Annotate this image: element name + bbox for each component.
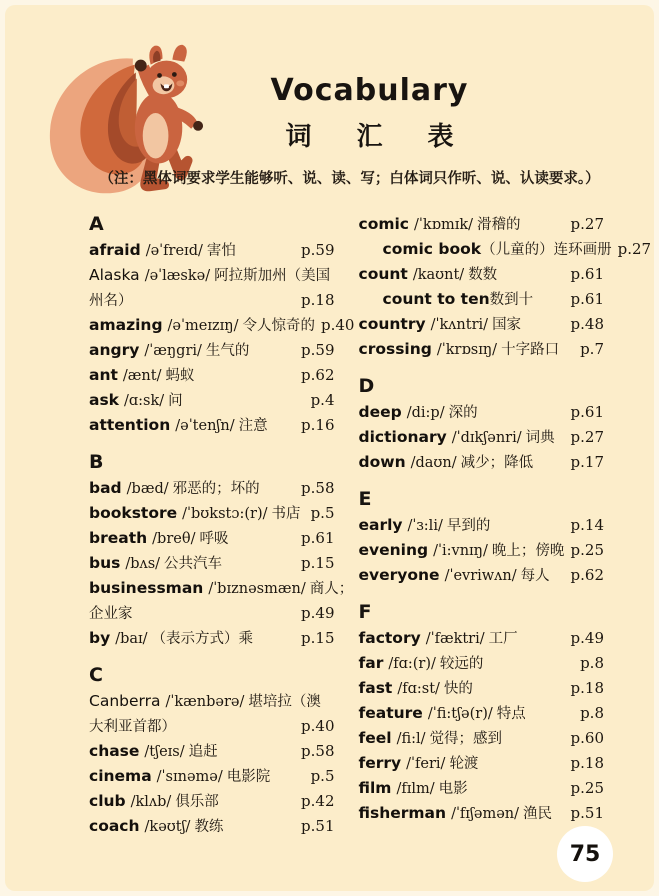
vocab-section-b [89,451,354,652]
entry-page-ref: p.61 [570,290,604,308]
entry-meaning: 滑稽的 [477,217,521,233]
entry-phonetic: /ˈkænbərə/ [165,694,245,710]
entry-text [359,514,491,535]
entry-phonetic: /əˈmeɪzɪŋ/ [167,318,239,334]
entry-phonetic: /ˈkrɒsɪŋ/ [436,342,498,358]
entry-word: early [358,516,403,534]
entry-text [89,552,222,573]
entry-text [359,752,479,773]
entry-page-ref: p.62 [570,566,604,584]
vocab-entry [359,514,605,539]
entry-text [89,414,268,435]
entry-phonetic: /ˈdɪkʃənri/ [451,430,522,446]
section-letter: F [358,601,372,623]
entry-text [359,539,565,560]
entry-meaning: 减少；降低 [460,455,534,471]
vocab-entry [89,239,335,264]
entry-page-ref: p.7 [580,340,604,358]
entry-meaning: 注意 [238,418,268,434]
entry-word: fisherman [358,804,447,822]
entry-phonetic: /bæd/ [126,481,169,497]
entry-page-ref: p.17 [570,453,604,471]
vocab-entry [359,401,605,426]
entry-meaning: 害怕 [206,243,236,259]
entry-meaning: 电影院 [226,769,271,785]
entry-text [89,264,330,285]
vocab-entry [89,527,335,552]
vocab-entry [89,740,335,765]
entry-word: comic book [382,240,482,258]
vocab-entry [359,627,605,652]
entry-word: Canberra [89,692,161,710]
entry-phonetic: /ænt/ [122,368,162,384]
page-title-english: Vocabulary [270,73,469,108]
entry-word: breath [89,529,148,547]
vocab-entry [89,314,355,339]
entry-phonetic: /ˈevriwʌn/ [444,568,517,584]
entry-word: feel [358,729,392,747]
vocab-entry [359,752,605,777]
entry-page-ref: p.58 [301,742,335,760]
entry-phonetic: /klʌb/ [130,794,172,810]
vocab-entry [359,263,605,288]
entry-page-ref: p.25 [570,541,604,559]
entry-meaning: 国家 [492,317,522,333]
vocab-entry [359,727,605,752]
vocab-section-c [89,664,335,840]
vocab-entry [89,790,335,815]
vocab-entry [89,477,335,502]
entry-page-ref: p.60 [570,729,604,747]
entry-word: fast [358,679,393,697]
entry-meaning: 十字路口 [501,342,560,358]
entry-meaning: 电影 [438,781,468,797]
vocab-entry [89,552,335,577]
entry-page-ref: p.59 [301,241,335,259]
entry-meaning: 呼吸 [199,531,229,547]
vocab-entry [359,426,605,451]
entry-text [359,238,612,259]
entry-phonetic: /ˈfɪʃəmən/ [451,806,520,822]
section-letter: C [89,664,103,686]
vocab-entry [89,765,335,790]
entry-meaning: 深的 [448,405,478,421]
vocab-entry [89,577,354,602]
entry-phonetic: /baɪ/ [115,631,148,647]
entry-phonetic: /fi:l/ [396,731,426,747]
entry-text [359,627,518,648]
entry-page-ref: p.48 [570,315,604,333]
vocab-entry [89,339,335,364]
entry-word: factory [358,629,421,647]
entry-word: crossing [358,340,432,358]
vocab-section-e [359,488,605,589]
entry-meaning: 工厂 [488,631,518,647]
vocab-entry [89,389,335,414]
usage-note: （注：黑体词要求学生能够听、说、读、写；白体词只作听、说、认读要求。） [99,170,600,187]
entry-page-ref: p.61 [570,265,604,283]
entry-meaning: 蚂蚁 [165,368,195,384]
entry-meaning: 阿拉斯加州（美国 [214,268,331,284]
entry-page-ref: p.61 [570,403,604,421]
entry-page-ref: p.49 [301,604,335,622]
entry-meaning-continued: 州名） [89,293,133,309]
entry-meaning: 觉得；感到 [429,731,503,747]
entry-word: dictionary [358,428,447,446]
entry-phonetic: /daʊn/ [410,455,457,471]
entry-page-ref: p.8 [580,654,604,672]
vocab-entry [359,677,605,702]
entry-text [359,652,484,673]
page-number: 75 [569,841,601,867]
entry-page-ref: p.27 [570,428,604,446]
section-letter: E [358,488,372,510]
entry-page-ref: p.51 [570,804,604,822]
entry-page-ref: p.4 [310,391,335,409]
entry-page-ref: p.58 [301,479,335,497]
entry-page-ref: p.18 [570,754,604,772]
entry-text [359,426,555,447]
entry-text [359,401,478,422]
entry-text [359,313,522,334]
vocab-section-continued [358,213,652,363]
entry-word: ferry [358,754,402,772]
entry-text [89,389,183,410]
entry-word: far [358,654,384,672]
entry-page-ref: p.15 [301,554,335,572]
entry-word: evening [358,541,429,559]
entry-text [89,502,301,523]
vocab-entry [359,702,605,727]
entry-meaning: （表示方式）乘 [151,631,254,647]
entry-phonetic: /ˈsɪnəmə/ [156,769,223,785]
vocab-entry-continuation [89,602,335,627]
entry-page-ref: p.51 [301,817,335,835]
section-letter: D [358,375,375,397]
entry-phonetic: /ˈkɒmɪk/ [414,217,473,233]
entry-text [359,338,560,359]
entry-text [89,690,321,711]
entry-page-ref: p.18 [301,291,335,309]
entry-text [359,702,526,723]
entry-text [89,527,228,548]
entry-meaning: 堪培拉（澳 [248,694,321,710]
entry-word: down [358,453,406,471]
entry-word: chase [89,742,140,760]
entry-page-ref: p.59 [301,341,335,359]
entry-text [359,777,468,798]
entry-phonetic: /ˈfi:tʃə(r)/ [427,706,493,722]
entry-meaning: 问 [168,393,183,409]
textbook-page [5,5,654,891]
entry-meaning: （儿童的）连环画册 [481,242,612,258]
entry-word: ant [89,366,118,384]
entry-word: attention [89,416,171,434]
entry-word: angry [89,341,140,359]
entry-phonetic: /breθ/ [152,531,196,547]
entry-meaning: 书店 [271,506,301,522]
entry-page-ref: p.49 [570,629,604,647]
entry-text [359,802,553,823]
entry-page-ref: p.40 [301,717,335,735]
entry-meaning: 令人惊奇的 [242,318,315,334]
entry-meaning: 俱乐部 [175,794,219,810]
entry-meaning: 追赶 [188,744,218,760]
entry-meaning: 早到的 [446,518,491,534]
vocab-entry [89,264,335,289]
vocab-entry [359,777,605,802]
vocab-section-f [359,601,605,827]
vocab-entry [89,815,335,840]
entry-phonetic: /ˈbʊkstɔ:(r)/ [182,506,268,522]
entry-meaning: 快的 [443,681,473,697]
entry-page-ref: p.18 [570,679,604,697]
entry-phonetic: /ɑ:sk/ [124,393,165,409]
entry-meaning: 每人 [520,568,550,584]
vocab-entry [89,414,335,439]
entry-meaning: 特点 [496,706,526,722]
entry-meaning: 较远的 [439,656,484,672]
entry-word: count [358,265,408,283]
entry-word: comic [358,215,409,233]
entry-text [89,339,249,360]
entry-phonetic: /ˈkʌntri/ [430,317,489,333]
entry-page-ref: p.40 [320,316,355,334]
entry-meaning: 生气的 [205,343,250,359]
entry-meaning: 商人； [309,581,354,597]
entry-meaning: 轮渡 [449,756,479,772]
entry-text [89,765,270,786]
vocab-section-d [359,375,605,476]
entry-phonetic: /ˈæŋgri/ [144,343,202,359]
entry-text [89,815,223,836]
entry-word: everyone [358,566,440,584]
entry-text [359,213,521,234]
vocab-entry [359,451,605,476]
entry-phonetic: /fɪlm/ [396,781,435,797]
vocab-entry [359,238,652,263]
entry-word: bookstore [89,504,178,522]
entry-meaning: 晚上；傍晚 [491,543,565,559]
entry-phonetic: /kəʊtʃ/ [144,819,191,835]
entry-phonetic: /ˈɜ:li/ [407,518,443,534]
vocab-entry [359,564,605,589]
entry-meaning-continued: 大利亚首都） [89,719,176,735]
entry-word: club [89,792,126,810]
entry-meaning: 公共汽车 [164,556,223,572]
entry-page-ref: p.42 [301,792,335,810]
page-title-chinese: 词 汇 表 [285,122,472,152]
entry-word: bus [89,554,121,572]
entry-phonetic: /di:p/ [406,405,445,421]
entry-page-ref: p.61 [301,529,335,547]
entry-text [89,314,315,335]
section-letter: B [89,451,104,473]
entry-word: businessman [89,579,204,597]
vocab-entry [359,802,605,827]
vocab-entry [359,213,605,238]
entry-text [89,239,236,260]
entry-text [89,477,260,498]
entry-page-ref: p.62 [301,366,335,384]
entry-page-ref: p.27 [570,215,604,233]
entry-meaning: 数数 [468,267,498,283]
vocab-entry-continuation [89,289,335,314]
entry-meaning-continued: 企业家 [89,606,133,622]
entry-text [359,677,473,698]
entry-text [89,740,218,761]
entry-word: country [358,315,426,333]
entry-meaning: 邪恶的；坏的 [172,481,260,497]
entry-phonetic: /fɑ:st/ [397,681,440,697]
entry-text [89,627,253,648]
entry-page-ref: p.25 [570,779,604,797]
entry-word: ask [89,391,119,409]
entry-word: film [358,779,392,797]
entry-text [359,564,550,585]
entry-word: deep [358,403,402,421]
entry-meaning: 渔民 [523,806,553,822]
entry-phonetic: /ˈbɪznəsmæn/ [208,581,306,597]
entry-text [359,727,503,748]
vocab-entry [89,627,335,652]
entry-text [359,263,498,284]
vocab-entry [89,502,335,527]
entry-word: feature [358,704,423,722]
section-letter: A [89,213,104,235]
vocab-entry [359,652,605,677]
vocabulary-column-right [358,213,652,840]
vocab-entry [359,338,605,363]
entry-phonetic: /ˈi:vnɪŋ/ [433,543,488,559]
entry-word: amazing [89,316,163,334]
entry-text [89,790,219,811]
vocab-entry [89,690,335,715]
page-header [5,5,654,188]
entry-meaning: 数到十 [489,292,534,308]
entry-word: Alaska [89,266,140,284]
entry-word: count to ten [382,290,490,308]
entry-phonetic: /əˈfreɪd/ [145,243,203,259]
entry-word: afraid [89,241,141,259]
entry-phonetic: /kaʊnt/ [412,267,465,283]
entry-phonetic: /əˈtenʃn/ [175,418,235,434]
entry-phonetic: /ˈfæktri/ [425,631,485,647]
entry-page-ref: p.14 [570,516,604,534]
entry-page-ref: p.8 [580,704,604,722]
entry-word: coach [89,817,140,835]
entry-word: bad [89,479,122,497]
entry-meaning: 教练 [194,819,224,835]
vocab-section-a [89,213,355,439]
vocab-entry [359,313,605,338]
vocabulary-column-left [89,213,355,840]
entry-text [89,364,194,385]
entry-phonetic: /fɑ:(r)/ [388,656,436,672]
entry-word: by [89,629,111,647]
entry-text [89,577,353,598]
vocab-entry [359,288,605,313]
entry-page-ref: p.15 [301,629,335,647]
entry-phonetic: /bʌs/ [125,556,161,572]
entry-meaning: 词典 [525,430,555,446]
entry-page-ref: p.16 [301,416,335,434]
entry-phonetic: /ˈferi/ [406,756,446,772]
entry-page-ref: p.5 [310,504,335,522]
entry-word: cinema [89,767,152,785]
entry-page-ref: p.5 [310,767,335,785]
entry-text [359,451,534,472]
page-number-badge [557,826,613,882]
entry-phonetic: /əˈlæskə/ [144,268,211,284]
entry-phonetic: /tʃeɪs/ [144,744,185,760]
vocab-entry-continuation [89,715,335,740]
vocabulary-list [89,213,652,840]
entry-page-ref: p.27 [617,240,652,258]
vocab-entry [359,539,605,564]
entry-text [359,288,534,309]
vocab-entry [89,364,335,389]
